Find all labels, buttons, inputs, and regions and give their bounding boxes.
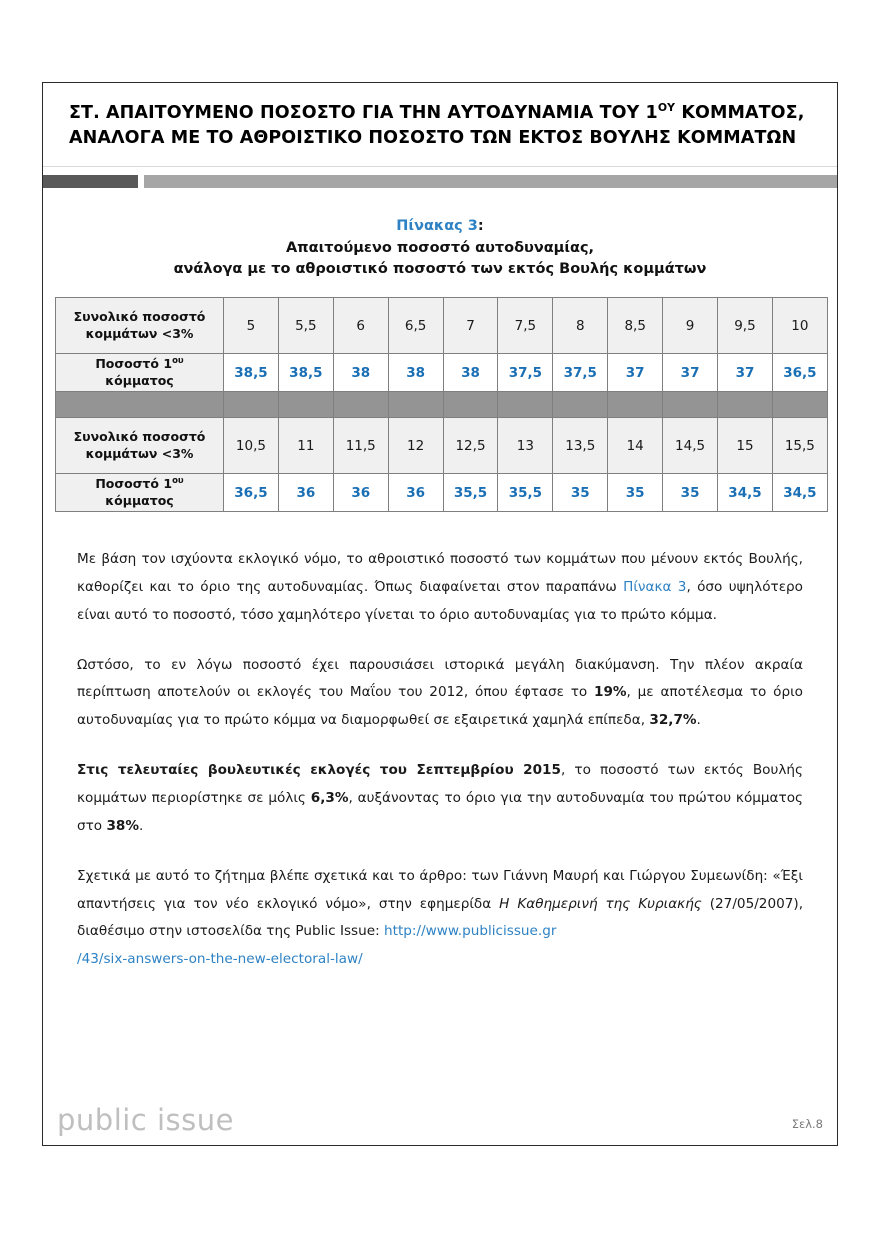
header-cell: 11,5 (333, 418, 388, 474)
header-cell: 12 (388, 418, 443, 474)
row-label-value-superscript: ου (172, 356, 184, 367)
value-cell: 35,5 (498, 474, 553, 512)
header-cell: 13,5 (553, 418, 608, 474)
page-number: Σελ.8 (791, 1116, 823, 1131)
header-cell: 8 (553, 298, 608, 354)
row-label-total-share (56, 298, 224, 354)
page-title-line1-pre: ΣΤ. ΑΠΑΙΤΟΥΜΕΝΟ ΠΟΣΟΣΤΟ ΓΙΑ ΤΗΝ ΑΥΤΟΔΥΝΑΜΙΑ ΤΟΥ 1 (69, 103, 658, 123)
row-label-line2: κομμάτων <3% (85, 325, 194, 341)
divider-cell (278, 392, 333, 418)
row-label-value-pre: Ποσοστό 1 (95, 356, 173, 372)
header-cell: 9 (663, 298, 718, 354)
value-cell: 34,5 (772, 474, 827, 512)
accent-bar-light-segment (144, 175, 837, 188)
value-cell: 38,5 (224, 354, 279, 392)
header-cell: 12,5 (443, 418, 498, 474)
row-label-value-superscript: ου (172, 476, 184, 487)
table-caption-line1 (55, 216, 825, 238)
value-cell: 35,5 (443, 474, 498, 512)
header-cell: 10,5 (224, 418, 279, 474)
p3-value-38: 38% (106, 817, 139, 834)
p2-text-c: , με αποτέλεσμα το όριο αυτοδυναμίας για το πρώτο κόμμα να διαμορφωθεί σε εξαιρετικά χαμηλά επίπεδα, (77, 684, 804, 729)
p3-lead-bold: Στις τελευταίες βουλευτικές εκλογές του Σεπτεμβρίου 2015 (77, 762, 561, 779)
value-cell: 36 (388, 474, 443, 512)
header-cell: 15 (718, 418, 773, 474)
row-label-line2: κομμάτων <3% (85, 445, 194, 461)
data-table-body (56, 298, 828, 512)
data-table (55, 297, 828, 512)
value-cell: 37 (663, 354, 718, 392)
divider-cell (333, 392, 388, 418)
table-row (56, 298, 828, 354)
value-cell: 35 (608, 474, 663, 512)
header-cell: 13 (498, 418, 553, 474)
value-cell: 36,5 (224, 474, 279, 512)
p3-value-63: 6,3% (310, 790, 349, 807)
value-cell: 34,5 (718, 474, 773, 512)
header-cell: 11 (278, 418, 333, 474)
value-cell: 37 (608, 354, 663, 392)
external-url-part2[interactable]: /43/six-answers-on-the-new-electoral-law/ (77, 951, 363, 968)
divider-cell (663, 392, 718, 418)
paragraph-2 (77, 652, 803, 736)
header-cell: 5,5 (278, 298, 333, 354)
row-label-total-share (56, 418, 224, 474)
value-cell: 36,5 (772, 354, 827, 392)
header-cell: 15,5 (772, 418, 827, 474)
row-label-value-post: κόμματος (105, 372, 174, 388)
table-row (56, 418, 828, 474)
p4-text-b: (27/05/2007), διαθέσιμο στην ιστοσελίδα της Public Issue: (77, 895, 804, 940)
header-cell: 14 (608, 418, 663, 474)
p4-text-a: Σχετικά με αυτό το ζήτημα βλέπε σχετικά και το άρθρο: των Γιάννη Μαυρή και Γιώργου Συμεωνίδη: «Έξι απαντήσεις για τον νέο εκλογικό νόμο», στην εφημερίδα (77, 867, 803, 912)
value-cell: 37,5 (498, 354, 553, 392)
table-divider-row (56, 392, 828, 418)
table-caption-line2: Απαιτούμενο ποσοστό αυτοδυναμίας, (285, 239, 595, 256)
divider-cell (224, 392, 279, 418)
value-cell: 35 (663, 474, 718, 512)
table-caption-colon: : (477, 217, 484, 234)
value-cell: 37,5 (553, 354, 608, 392)
divider-cell (718, 392, 773, 418)
row-label-first-party-share (56, 354, 224, 392)
table-reference-link[interactable]: Πίνακα 3 (623, 578, 687, 595)
row-label-line1: Συνολικό ποσοστό (73, 429, 206, 445)
header-cell: 14,5 (663, 418, 718, 474)
row-label-value-post: κόμματος (105, 492, 174, 508)
p3-text-a: , το ποσοστό των εκτός Βουλής κομμάτων περιορίστηκε σε μόλις (77, 762, 803, 807)
header-cell: 10 (772, 298, 827, 354)
page-footer (43, 1089, 837, 1145)
table-number-label: Πίνακας 3 (396, 217, 478, 234)
value-cell: 38,5 (278, 354, 333, 392)
document-frame (42, 82, 838, 1146)
p2-text-a: Ωστόσο, το εν λόγω ποσοστό έχει παρουσιάσει ιστορικά μεγάλη διακύμανση. Την πλέον ακραία περίπτωση αποτελούν οι εκλογές του Μαΐου του 2012, όπου έφτασε το (77, 656, 803, 701)
table-caption (55, 216, 825, 281)
prose-body (77, 546, 803, 974)
table-caption-line3: ανάλογα με το αθροιστικό ποσοστό των εκτός Βουλής κομμάτων (173, 261, 707, 278)
divider-cell (498, 392, 553, 418)
p2-value-19: 19% (594, 684, 627, 701)
page-title-superscript: ΟΥ (657, 101, 676, 115)
value-cell: 35 (553, 474, 608, 512)
paragraph-3 (77, 757, 803, 841)
header-cell: 6 (333, 298, 388, 354)
table-row (56, 474, 828, 512)
divider-cell (388, 392, 443, 418)
accent-bar (43, 175, 837, 188)
page-title (69, 101, 811, 152)
divider-cell (772, 392, 827, 418)
p2-text-d: . (696, 712, 701, 729)
divider-cell (608, 392, 663, 418)
p3-text-c: , αυξάνοντας το όριο για την αυτοδυναμία του πρώτου κόμματος στο (77, 790, 803, 834)
value-cell: 37 (718, 354, 773, 392)
table-row (56, 354, 828, 392)
divider-cell (553, 392, 608, 418)
p1-text-b: , όσο υψηλότερο είναι αυτό το ποσοστό, τόσο χαμηλότερο γίνεται το όριο αυτοδυναμίας για το πρώτο κόμμα. (77, 578, 803, 623)
paragraph-1 (77, 546, 803, 630)
public-issue-logo: public issue (57, 1103, 234, 1137)
p4-newspaper-title: Η Καθημερινή της Κυριακής (499, 895, 702, 912)
value-cell: 38 (333, 354, 388, 392)
paragraph-4 (77, 863, 803, 974)
value-cell: 36 (333, 474, 388, 512)
header-cell: 7,5 (498, 298, 553, 354)
p2-value-327: 32,7% (649, 712, 697, 729)
row-label-first-party-share (56, 474, 224, 512)
page-title-line2: ΑΝΑΛΟΓΑ ΜΕ ΤΟ ΑΘΡΟΙΣΤΙΚΟ ΠΟΣΟΣΤΟ ΤΩΝ ΕΚΤΟΣ ΒΟΥΛΗΣ ΚΟΜΜΑΤΩΝ (69, 128, 797, 149)
document-body (43, 216, 837, 974)
row-label-value-pre: Ποσοστό 1 (95, 476, 173, 492)
page-title-line1-post: ΚΟΜΜΑΤΟΣ, (675, 103, 805, 123)
header-cell: 5 (224, 298, 279, 354)
header-cell: 7 (443, 298, 498, 354)
p3-text-d: . (139, 817, 144, 834)
header-cell: 8,5 (608, 298, 663, 354)
document-title-block (43, 83, 837, 167)
divider-cell (56, 392, 224, 418)
divider-cell (443, 392, 498, 418)
header-cell: 9,5 (718, 298, 773, 354)
header-cell: 6,5 (388, 298, 443, 354)
p1-text-a: Με βάση τον ισχύοντα εκλογικό νόμο, το αθροιστικό ποσοστό των κομμάτων που μένουν εκτός Βουλής, καθορίζει και το όριο της αυτοδυναμίας. Όπως διαφαίνεται στον παραπάνω (77, 551, 803, 595)
value-cell: 38 (388, 354, 443, 392)
row-label-line1: Συνολικό ποσοστό (73, 309, 206, 325)
value-cell: 36 (278, 474, 333, 512)
value-cell: 38 (443, 354, 498, 392)
external-url-part1[interactable]: http://www.publicissue.gr (384, 923, 557, 940)
accent-bar-dark-segment (43, 175, 138, 188)
